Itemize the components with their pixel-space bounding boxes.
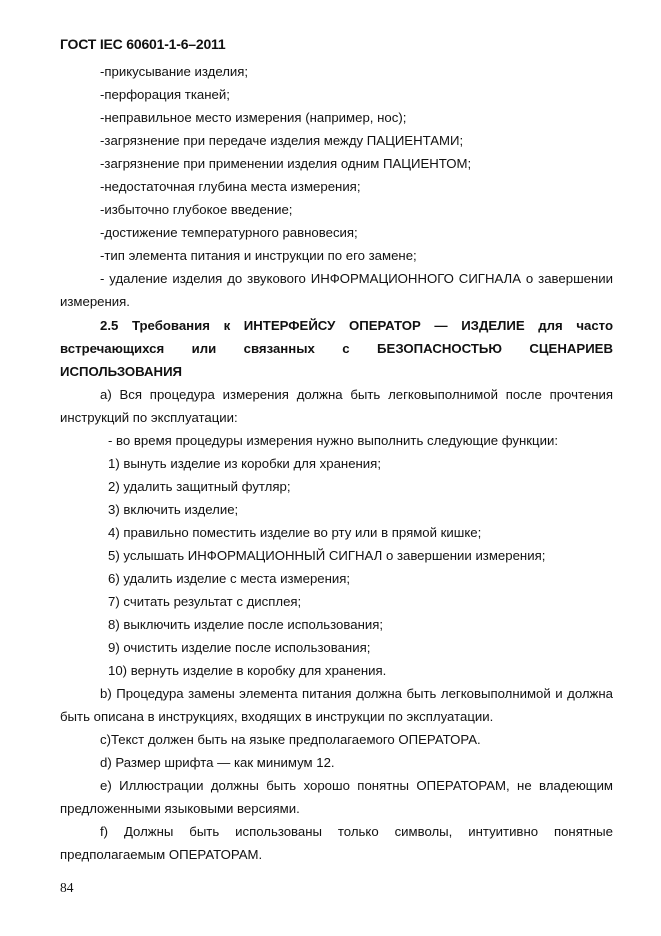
step-item: 5) услышать ИНФОРМАЦИОННЫЙ СИГНАЛ о завершении измерения; <box>108 548 546 563</box>
step-item: 1) вынуть изделие из коробки для хранения; <box>108 456 381 471</box>
list-item: -загрязнение при применении изделия одним ПАЦИЕНТОМ; <box>100 156 472 171</box>
para-f-line2: предполагаемым ОПЕРАТОРАМ. <box>60 847 263 862</box>
step-item: 8) выключить изделие после использования; <box>108 617 384 632</box>
section-heading-line2: встречающихся или связанных с БЕЗОПАСНОСТЬЮ СЦЕНАРИЕВ <box>60 341 613 356</box>
list-item: -загрязнение при передаче изделия между ПАЦИЕНТАМИ; <box>100 133 464 148</box>
para-e-line2: предложенными языковыми версиями. <box>60 801 300 816</box>
step-item: 3) включить изделие; <box>108 502 239 517</box>
step-item: 9) очистить изделие после использования; <box>108 640 371 655</box>
list-item-last-line2: измерения. <box>60 294 130 309</box>
list-item: -прикусывание изделия; <box>100 64 249 79</box>
para-a-line2: инструкций по эксплуатации: <box>60 410 238 425</box>
para-f-line1: f) Должны быть использованы только символы, интуитивно понятные <box>100 824 613 839</box>
section-heading-line1: 2.5 Требования к ИНТЕРФЕЙСУ ОПЕРАТОР — ИЗДЕЛИЕ для часто <box>100 318 613 333</box>
list-item: -тип элемента питания и инструкции по его замене; <box>100 248 417 263</box>
para-d: d) Размер шрифта — как минимум 12. <box>100 755 335 770</box>
para-b-line2: быть описана в инструкциях, входящих в инструкции по эксплуатации. <box>60 709 494 724</box>
step-item: 10) вернуть изделие в коробку для хранения. <box>108 663 387 678</box>
step-item: 7) считать результат с дисплея; <box>108 594 302 609</box>
list-item: -достижение температурного равновесия; <box>100 225 358 240</box>
list-item: -перфорация тканей; <box>100 87 230 102</box>
section-heading-line3: ИСПОЛЬЗОВАНИЯ <box>60 364 183 379</box>
list-item: -недостаточная глубина места измерения; <box>100 179 361 194</box>
step-item: 6) удалить изделие с места измерения; <box>108 571 351 586</box>
step-item: 2) удалить защитный футляр; <box>108 479 291 494</box>
para-c: c)Текст должен быть на языке предполагаемого ОПЕРАТОРА. <box>100 732 481 747</box>
list-item: -неправильное место измерения (например, нос); <box>100 110 407 125</box>
para-e-line1: e) Иллюстрации должны быть хорошо понятны ОПЕРАТОРАМ, не владеющим <box>100 778 613 793</box>
step-item: 4) правильно поместить изделие во рту или в прямой кишке; <box>108 525 482 540</box>
para-a-intro: - во время процедуры измерения нужно выполнить следующие функции: <box>108 433 559 448</box>
document-header: ГОСТ IEC 60601-1-6–2011 <box>60 36 226 52</box>
page-number: 84 <box>60 880 74 895</box>
para-a-line1: а) Вся процедура измерения должна быть легковыполнимой после прочтения <box>100 387 613 402</box>
list-item: -избыточно глубокое введение; <box>100 202 293 217</box>
para-b-line1: b) Процедура замены элемента питания должна быть легковыполнимой и должна <box>100 686 613 701</box>
list-item-last-line1: - удаление изделия до звукового ИНФОРМАЦИОННОГО СИГНАЛА о завершении <box>100 271 613 286</box>
